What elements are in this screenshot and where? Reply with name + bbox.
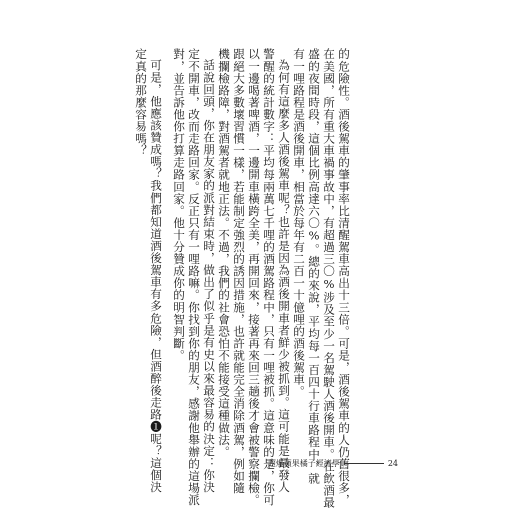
footer-rule [344,463,384,464]
text-column: 跟絕大多數壞習慣一樣，若能制定強烈的誘因措施，也許就能完全消除酒駕，例如隨 [232,48,246,494]
text-column: 定真的那麼容易嗎？ [134,48,148,157]
text-column: 在美國，所有重大車禍事故中，有超過三〇%涉及至少一名駕駛人酒後開車。在飲酒最 [322,48,336,508]
text-column: 警醒的統計數字：平均每兩萬七千哩的酒駕路程中，只有一哩被抓。這意味的是，你可 [262,48,276,506]
book-title: 超爆蘋果橘子經濟學 [267,459,340,468]
text-column: 有一哩路程是酒後開車，相當於每年有二百一十億哩的酒後駕車。 [292,48,306,398]
text-column: 機攔檢路障，對酒駕者就地正法。不過，我們的社會恐怕不能接受這種做法。 [217,48,231,458]
text-column: 定不開車，改而走路回家。反正只有一哩路嘛。你找到你的朋友，感謝他舉辦的這場派 [187,48,201,506]
page-number: 24 [387,459,398,468]
text-column: 對，並告訴他你打算走路回家。他十分贊成你的明智判斷。 [172,48,186,362]
text-column: 的危險性。酒後駕車的肇事率比清醒駕車高出十三倍。可是，酒後駕車的人仍舊很多， [337,48,351,506]
text-column: 盛的夜間時段，這個比例高達六〇%。總的來說，平均每一百四十行車路程中，就 [307,48,321,485]
text-column: 話說回頭，你在朋友家的派對結束時，做出了似乎是有史以來最容易的決定：你決 [202,59,216,493]
text-column: 為何有這麼多人酒後駕車呢？也許是因為酒後開車者鮮少被抓到。這可能是最發人 [277,59,291,493]
page-footer [268,458,398,469]
text-column: 可是，他應該贊成嗎？我們都知道酒後駕車有多危險，但酒醉後走路❶呢？這個決 [149,59,163,493]
text-column: 以一邊喝著啤酒，一邊開車橫跨全美，再開回來，接著再來回三趟後才會被警察攔檢。 [247,48,261,506]
